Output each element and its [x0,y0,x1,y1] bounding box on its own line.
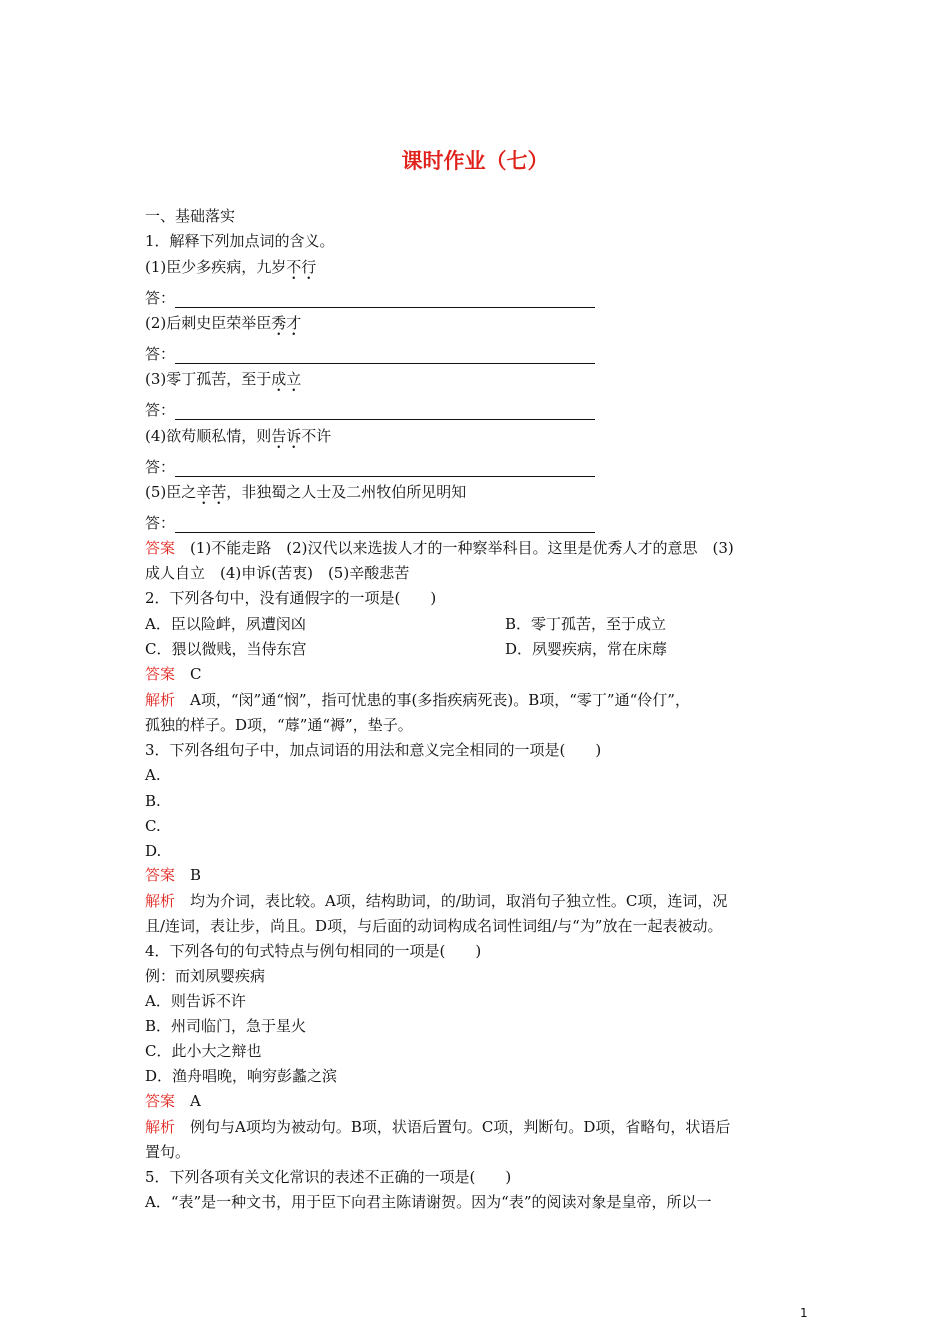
q1-item-3: (3)零丁孤苦，至于成立 [145,370,302,388]
q3-option-b: B. [145,792,161,810]
q2-option-b: B．零丁孤苦，至于成立 [505,615,667,633]
q1-answer-line-2: 答： [145,344,595,364]
q1-answer-line-1: 答： [145,288,595,308]
page-number: 1 [800,1306,808,1320]
q1-item-1: (1)臣少多疾病，九岁不行 [145,258,317,276]
q2-option-d: D．夙婴疾病，常在床蓐 [505,640,668,658]
q3-analysis: 解析 均为介词，表比较。A项，结构助词，的/助词，取消句子独立性。C项，连词，况 [145,892,728,910]
q3-analysis-cont: 且/连词，表让步，尚且。D项，与后面的动词构成名词性词组/与“为”放在一起表被动。 [145,917,723,935]
q2-analysis: 解析 A项，“闵”通“悯”，指可忧患的事(多指疾病死丧)。B项，“零丁”通“伶仃”， [145,691,690,709]
q1-item-4: (4)欲苟顺私情，则告诉不许 [145,427,332,445]
q4-stem: 4．下列各句的句式特点与例句相同的一项是( ) [145,942,482,960]
q4-option-d: D．渔舟唱晚，响穷彭蠡之滨 [145,1067,338,1085]
q1-answer-line-4: 答： [145,457,595,477]
q1-item-2: (2)后刺史臣荣举臣秀才 [145,314,302,332]
q1-item-5: (5)臣之辛苦，非独蜀之人士及二州牧伯所见明知 [145,483,467,501]
q4-option-b: B．州司临门，急于星火 [145,1017,307,1035]
q3-stem: 3．下列各组句子中，加点词语的用法和意义完全相同的一项是( ) [145,741,602,759]
section-heading: 一、基础落实 [145,207,236,225]
q3-option-a: A. [145,766,161,784]
q1-answer: 答案 (1)不能走路 (2)汉代以来选拔人才的一种察举科目。这里是优秀人才的意思 (3) [145,539,734,557]
q3-answer: 答案 B [145,866,202,884]
q1-answer-cont: 成人自立 (4)申诉(苦衷) (5)辛酸悲苦 [145,564,410,582]
page-title: 课时作业（七） [401,149,549,173]
q5-option-a: A．“表”是一种文书，用于臣下向君主陈请谢贺。因为“表”的阅读对象是皇帝，所以一 [145,1193,712,1211]
q5-stem: 5．下列各项有关文化常识的表述不正确的一项是( ) [145,1168,512,1186]
q2-analysis-cont: 孤独的样子。D项，“蓐”通“褥”，垫子。 [145,716,413,734]
q2-option-c: C．猥以微贱，当侍东宫 [145,640,307,658]
q3-option-c: C. [145,817,161,835]
q2-option-a: A．臣以险衅，夙遭闵凶 [145,615,306,633]
q1-answer-line-5: 答： [145,513,595,533]
q4-answer: 答案 A [145,1092,201,1110]
q4-option-a: A．则告诉不许 [145,992,246,1010]
q4-option-c: C．此小大之辩也 [145,1042,262,1060]
q2-answer: 答案 C [145,665,202,683]
q1-answer-line-3: 答： [145,400,595,420]
q1-stem: 1．解释下列加点词的含义。 [145,232,335,250]
q4-analysis-cont: 置句。 [145,1143,191,1161]
q4-example: 例：而刘夙婴疾病 [145,967,266,985]
q4-analysis: 解析 例句与A项均为被动句。B项，状语后置句。C项，判断句。D项，省略句，状语后 [145,1118,731,1136]
q2-stem: 2．下列各句中，没有通假字的一项是( ) [145,589,437,607]
q3-option-d: D. [145,842,162,860]
